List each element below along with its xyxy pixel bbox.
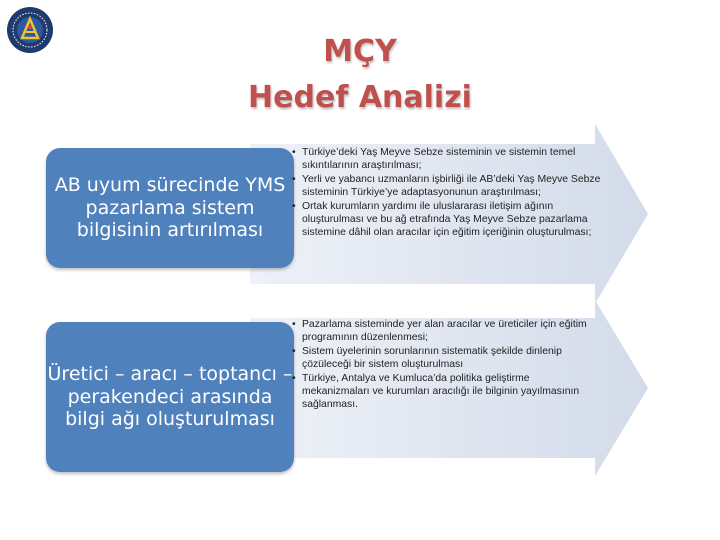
- page-title: MÇY: [323, 34, 397, 69]
- list-item: • Pazarlama sisteminde yer alan aracılar ve üreticiler için eğitim programının düzenlenmesi;: [292, 318, 592, 345]
- list-item: • Ortak kurumların yardımı ile uluslararası iletişim ağının oluşturulması ve bu ağ etrafında Yaş Meyve Sebze pazarlama sistemine dâhil olan aracılar için eğitim içeriğinin oluşturulması;: [292, 200, 610, 240]
- goal-bullets-1: [292, 146, 610, 240]
- list-item: • Sistem üyelerinin sorunlarının sistematik şekilde dinlenip çözüleceği bir sistem oluşturulması: [292, 345, 592, 372]
- page-subtitle: Hedef Analizi: [248, 80, 472, 115]
- list-item: • Yerli ve yabancı uzmanların işbirliği ile AB’deki Yaş Meyve Sebze sisteminin Türkiye’ye adaptasyonunun araştırılması;: [292, 173, 610, 200]
- list-item: • Türkiye’deki Yaş Meyve Sebze sisteminin ve sistemin temel sıkıntılarının araştırılması;: [292, 146, 610, 173]
- goal-box-1: [46, 148, 294, 268]
- goal-label-1: AB uyum sürecinde YMS pazarlama sistem bilgisinin artırılması: [54, 173, 286, 242]
- list-item: • Türkiye, Antalya ve Kumluca’da politika geliştirme mekanizmaları ve kurumları aracılığı ile bilginin yayılmasının sağlanması.: [292, 372, 592, 412]
- goal-box-2: [46, 322, 294, 472]
- goal-bullets-2: [292, 318, 592, 412]
- goal-label-2: Üretici – aracı – toptancı – perakendeci arasında bilgi ağı oluşturulması: [47, 362, 293, 431]
